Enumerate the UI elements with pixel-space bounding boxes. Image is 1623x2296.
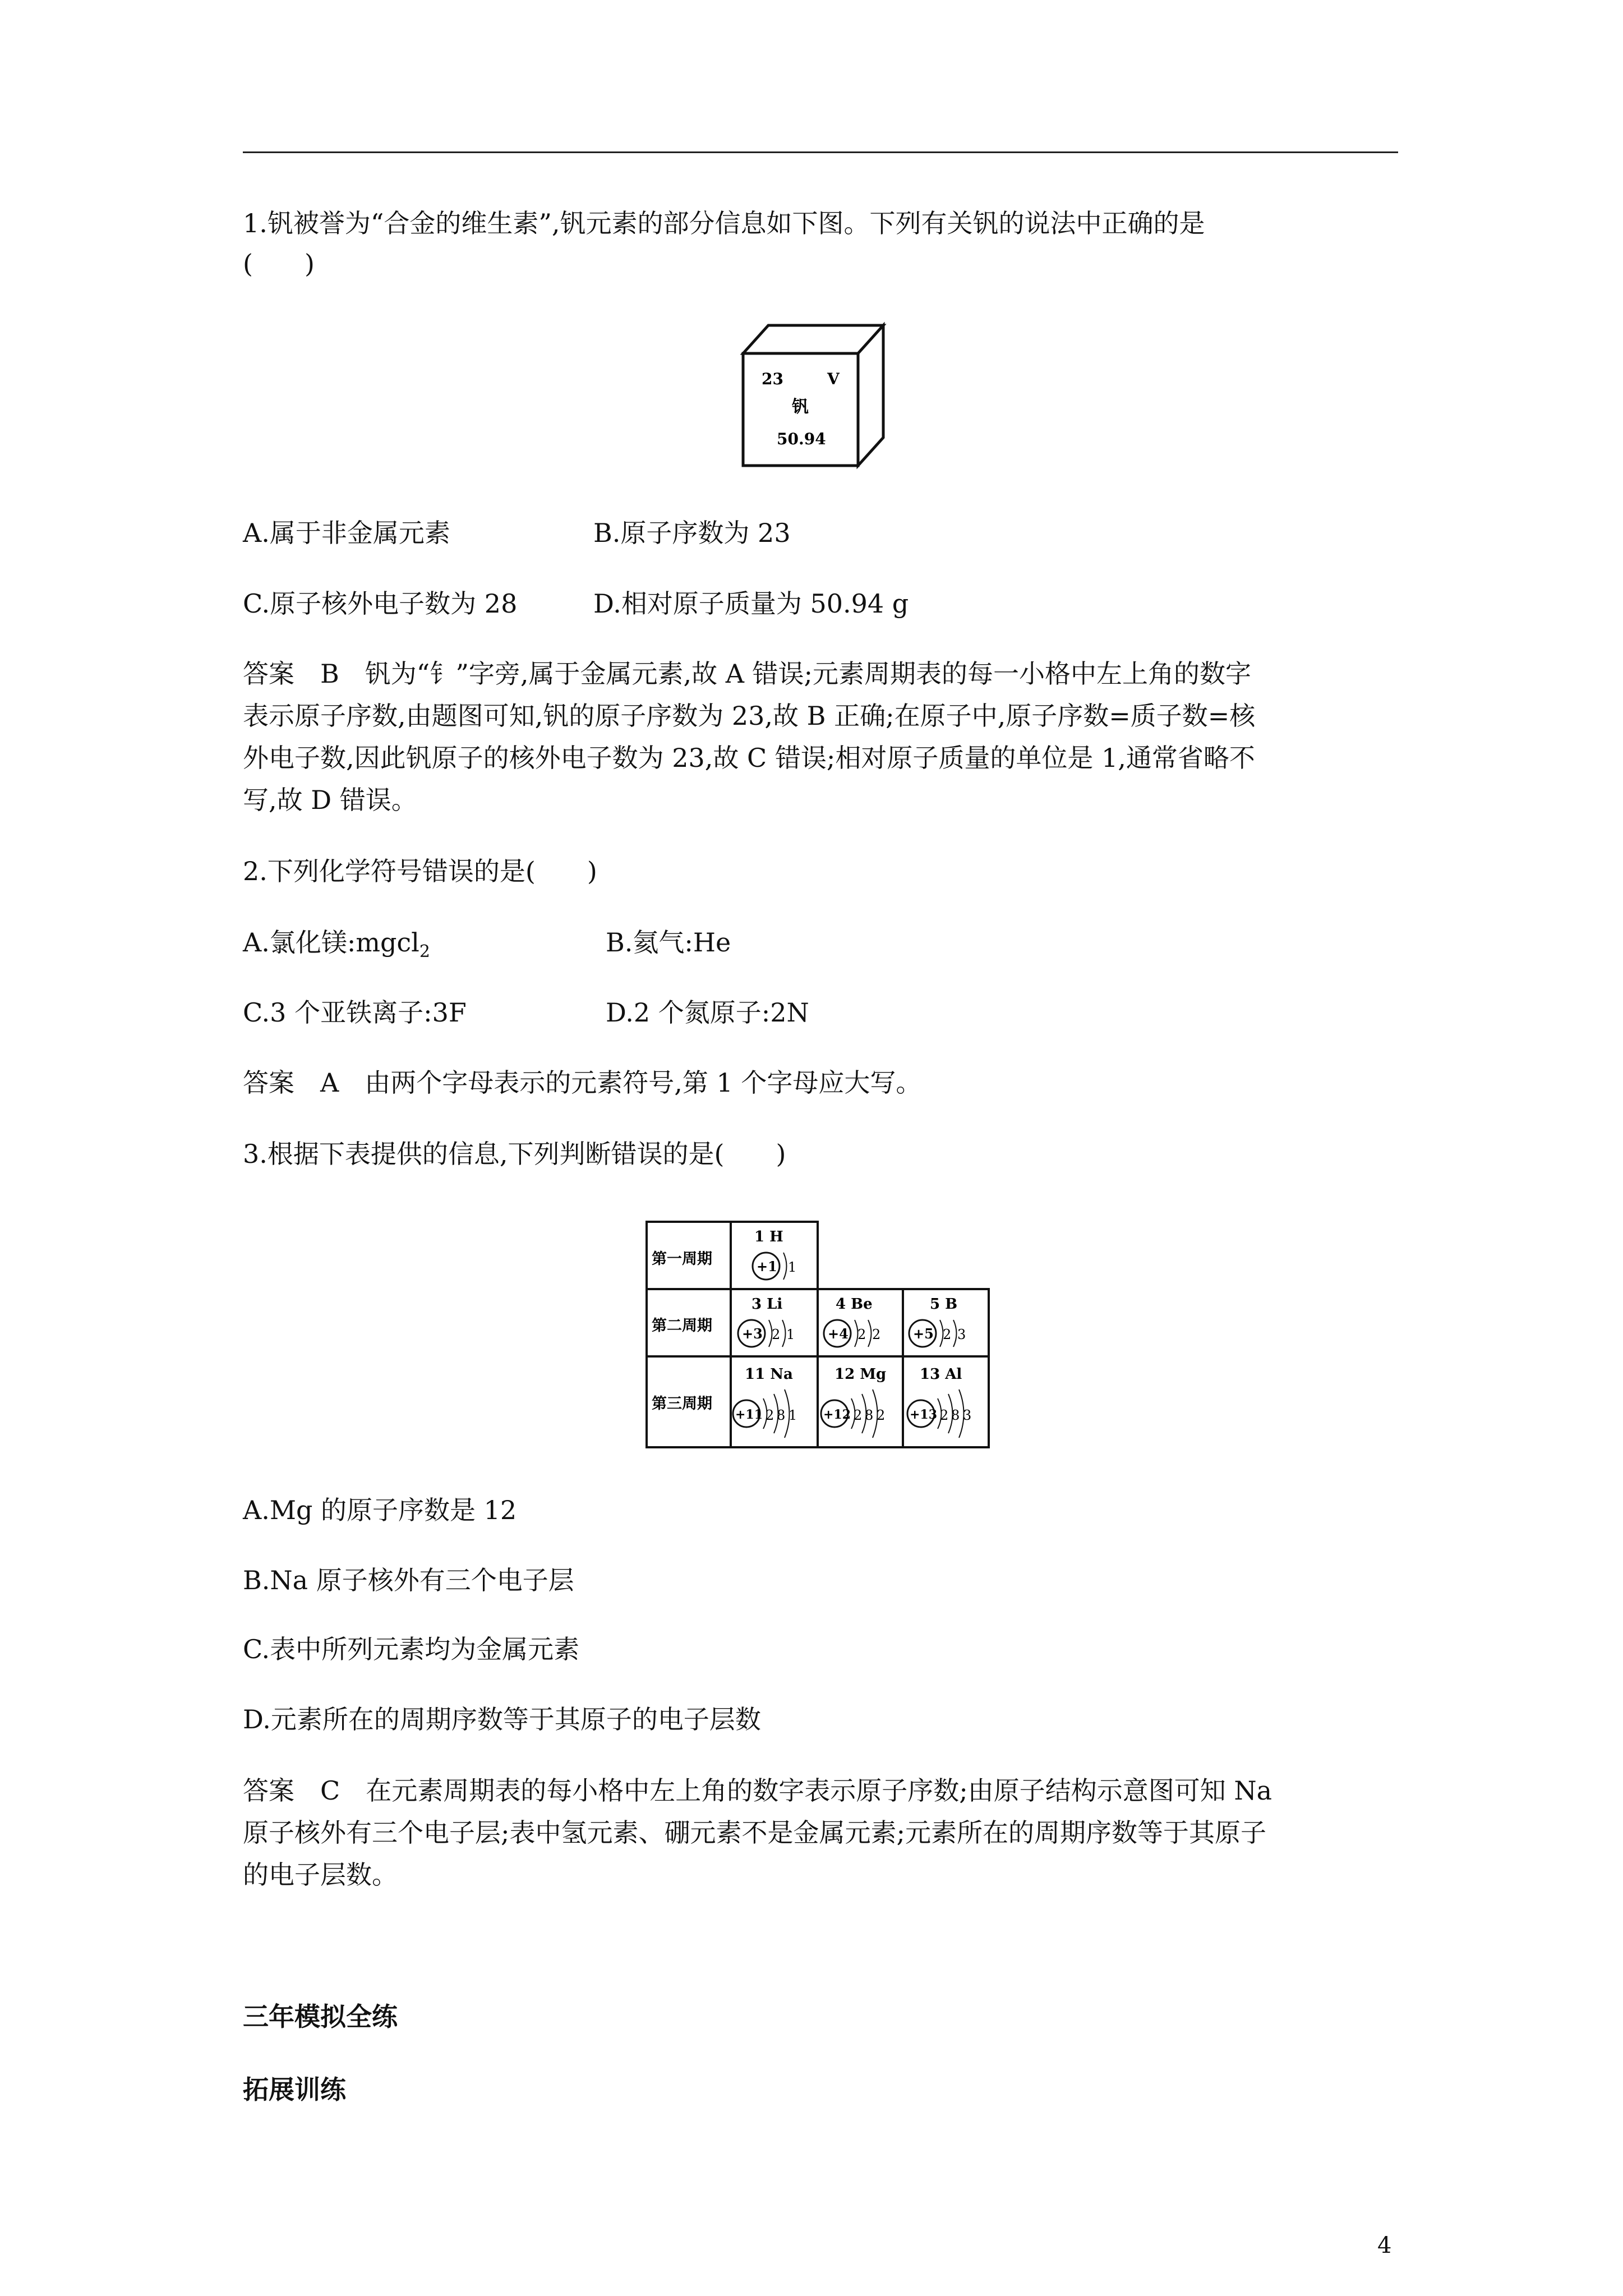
q2-option-d: D.2 个氮原子:2N xyxy=(606,997,809,1028)
header-rule xyxy=(243,151,1398,153)
shell-value: 1 xyxy=(789,1407,797,1423)
q1-answer-line-4: 写,故 D 错误。 xyxy=(243,785,417,815)
q2-option-b: B.氦气:He xyxy=(606,927,731,958)
periodic-structure-table xyxy=(645,1220,993,1450)
shell-value: 8 xyxy=(865,1407,874,1423)
shell-value: 2 xyxy=(772,1327,781,1342)
q1-answer-line-2: 表示原子序数,由题图可知,钒的原子序数为 23,故 B 正确;在原子中,原子序数=质子数=核 xyxy=(243,701,1256,731)
cell-label: 4 Be xyxy=(836,1296,873,1313)
shell-value: 1 xyxy=(786,1327,795,1342)
shell-value: 2 xyxy=(940,1407,949,1423)
shell-value: 2 xyxy=(872,1327,881,1342)
cell-boron xyxy=(909,1296,966,1347)
q3-option-a: A.Mg 的原子序数是 12 xyxy=(243,1495,517,1525)
cell-magnesium xyxy=(821,1366,886,1438)
cell-lithium xyxy=(738,1296,795,1347)
period-3-label: 第三周期 xyxy=(652,1395,712,1412)
vanadium-element-card xyxy=(740,320,909,471)
q3-answer-line-3: 的电子层数。 xyxy=(243,1860,398,1890)
cell-label: 11 Na xyxy=(745,1366,793,1383)
q1-option-b: B.原子序数为 23 xyxy=(593,518,791,548)
shell-value: 2 xyxy=(877,1407,886,1423)
shell-value: 8 xyxy=(777,1407,786,1423)
shell-value: 2 xyxy=(857,1327,866,1342)
q3-option-c: C.表中所列元素均为金属元素 xyxy=(243,1634,580,1664)
nucleus-charge: +4 xyxy=(828,1326,849,1342)
cell-aluminium xyxy=(907,1366,971,1438)
nucleus-charge: +13 xyxy=(910,1407,938,1422)
q1-stem: 1.钒被誉为“合金的维生素”,钒元素的部分信息如下图。下列有关钒的说法中正确的是 xyxy=(243,208,1205,238)
q3-answer-line-1: 答案 C 在元素周期表的每小格中左上角的数字表示原子序数;由原子结构示意图可知 Na xyxy=(243,1775,1272,1806)
q2-option-a: A.氯化镁:mgcl$_2$ xyxy=(243,927,430,961)
q1-answer-line-1: 答案 B 钒为“钅”字旁,属于金属元素,故 A 错误;元素周期表的每一小格中左上角的数字 xyxy=(243,659,1252,689)
nucleus-charge: +11 xyxy=(735,1407,763,1422)
q1-option-a: A.属于非金属元素 xyxy=(243,518,450,548)
element-symbol: V xyxy=(827,370,840,388)
q2-stem: 2.下列化学符号错误的是( ) xyxy=(243,856,597,886)
q1-answer-blank: ( ) xyxy=(243,249,315,279)
cell-label: 5 B xyxy=(930,1296,958,1313)
element-name: 钒 xyxy=(792,397,809,417)
period-1-label: 第一周期 xyxy=(652,1250,712,1268)
page-number: 4 xyxy=(1377,2233,1392,2258)
q3-option-b: B.Na 原子核外有三个电子层 xyxy=(243,1565,574,1595)
cell-hydrogen xyxy=(753,1228,796,1280)
shell-value: 2 xyxy=(943,1327,952,1342)
q1-option-d: D.相对原子质量为 50.94 g xyxy=(593,588,909,619)
cell-label: 13 Al xyxy=(920,1366,962,1383)
q2-option-c: C.3 个亚铁离子:3F xyxy=(243,997,467,1028)
element-mass: 50.94 xyxy=(777,430,826,448)
element-number: 23 xyxy=(762,370,783,388)
q3-stem: 3.根据下表提供的信息,下列判断错误的是( ) xyxy=(243,1139,786,1169)
shell-value: 2 xyxy=(766,1407,774,1423)
subsection-title: 拓展训练 xyxy=(243,2074,346,2105)
nucleus-charge: +12 xyxy=(823,1407,851,1422)
period-2-label: 第二周期 xyxy=(652,1317,712,1335)
shell-value: 8 xyxy=(951,1407,960,1423)
shell-value: 2 xyxy=(854,1407,863,1423)
shell-value: 3 xyxy=(957,1327,966,1342)
q3-option-d: D.元素所在的周期序数等于其原子的电子层数 xyxy=(243,1704,761,1734)
shell-value: 3 xyxy=(963,1407,972,1423)
nucleus-charge: +5 xyxy=(913,1326,934,1342)
shell-value: 1 xyxy=(788,1259,797,1275)
cell-beryllium xyxy=(824,1296,880,1347)
cell-label: 3 Li xyxy=(751,1296,783,1313)
q2-answer: 答案 A 由两个字母表示的元素符号,第 1 个字母应大写。 xyxy=(243,1068,922,1098)
nucleus-charge: +1 xyxy=(757,1258,777,1274)
q1-option-c: C.原子核外电子数为 28 xyxy=(243,588,518,619)
cell-sodium xyxy=(733,1366,797,1438)
nucleus-charge: +3 xyxy=(742,1326,763,1342)
cell-label: 12 Mg xyxy=(834,1366,887,1383)
q3-answer-line-2: 原子核外有三个电子层;表中氢元素、硼元素不是金属元素;元素所在的周期序数等于其原子 xyxy=(243,1818,1266,1848)
cell-label: 1 H xyxy=(754,1228,783,1245)
section-title: 三年模拟全练 xyxy=(243,2001,398,2032)
q1-answer-line-3: 外电子数,因此钒原子的核外电子数为 23,故 C 错误;相对原子质量的单位是 1,通常省略不 xyxy=(243,743,1255,773)
